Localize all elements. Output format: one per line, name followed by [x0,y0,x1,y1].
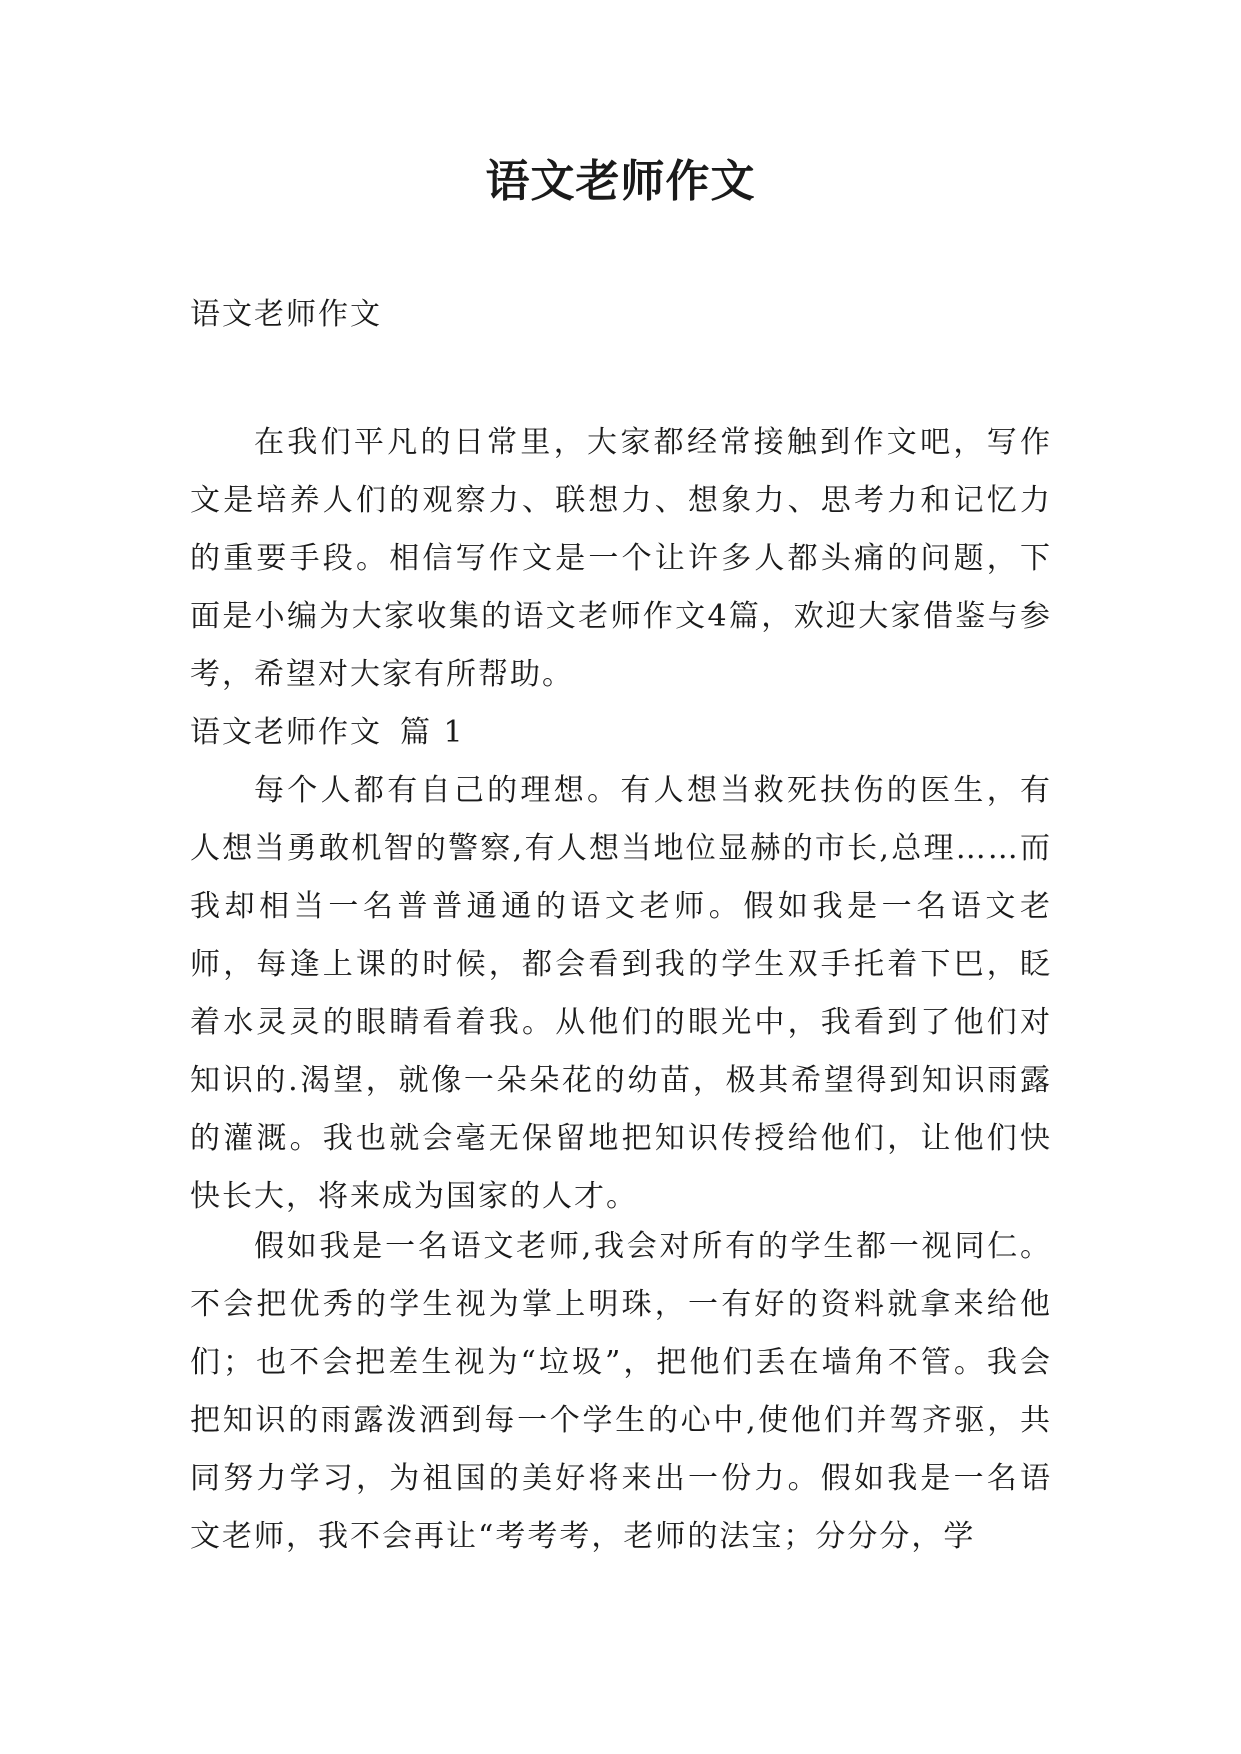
section-heading-number: 篇 1 [400,715,465,750]
body-paragraph: 每个人都有自己的理想。有人想当救死扶伤的医生，有人想当勇敢机智的警察,有人想当地位显赫的市长,总理……而我却相当一名普普通通的语文老师。假如我是一名语文老师，每逢上课的时候，都会看到我的学生双手托着下巴，眨着水灵灵的眼睛看着我。从他们的眼光中，我看到了他们对知识的.渴望，就像一朵朵花的幼苗，极其希望得到知识雨露的灌溉。我也就会毫无保留地把知识传授给他们，让他们快快长大，将来成为国家的人才。 [190,773,1052,1214]
section-heading [190,704,1052,762]
document-subtitle: 语文老师作文 [190,297,382,332]
intro-paragraph: 在我们平凡的日常里，大家都经常接触到作文吧，写作文是培养人们的观察力、联想力、想象力、思考力和记忆力的重要手段。相信写作文是一个让许多人都头痛的问题，下面是小编为大家收集的语文老师作文4篇，欢迎大家借鉴与参考，希望对大家有所帮助。 [190,425,1052,692]
document-title: 语文老师作文 [485,156,756,207]
section-heading-title: 语文老师作文 [190,715,382,750]
body-paragraph: 假如我是一名语文老师,我会对所有的学生都一视同仁。不会把优秀的学生视为掌上明珠，一有好的资料就拿来给他们；也不会把差生视为“垃圾”，把他们丢在墙角不管。我会把知识的雨露泼洒到每一个学生的心中,使他们并驾齐驱，共同努力学习，为祖国的美好将来出一份力。假如我是一名语文老师，我不会再让“考考考，老师的法宝；分分分，学 [190,1229,1052,1554]
